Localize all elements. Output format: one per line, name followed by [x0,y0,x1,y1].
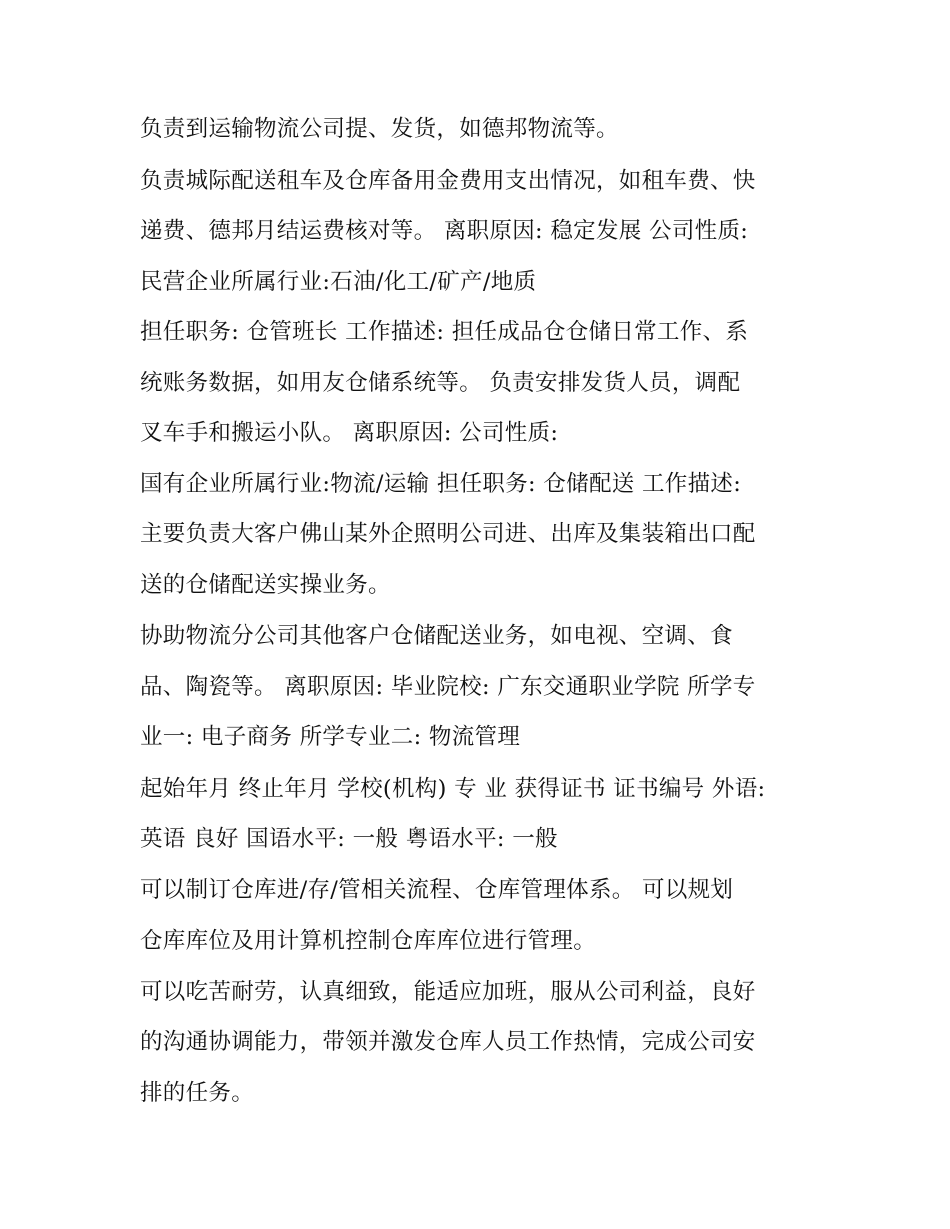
text-line: 叉车手和搬运小队。 离职原因: 公司性质: [140,420,559,446]
text-line: 负责到运输物流公司提、发货，如德邦物流等。 [140,116,619,142]
text-line: 起始年月 终止年月 学校(机构) 专 业 获得证书 证书编号 外语: [140,776,766,802]
text-line: 主要负责大客户佛山某外企照明公司进、出库及集装箱出口配 [140,521,756,547]
text-line: 民营企业所属行业:石油/化工/矿产/地质 [140,269,537,295]
text-line: 协助物流分公司其他客户仓储配送业务，如电视、空调、食 [140,623,733,649]
text-line: 品、陶瓷等。 离职原因: 毕业院校: 广东交通职业学院 所学专 [140,674,756,700]
text-line: 统账务数据，如用友仓储系统等。 负责安排发货人员，调配 [140,370,741,396]
text-line: 送的仓储配送实操业务。 [140,572,391,598]
text-line: 负责城际配送租车及仓库备用金费用支出情况，如租车费、快 [140,168,756,194]
text-line: 国有企业所属行业:物流/运输 担任职务: 仓储配送 工作描述: [140,471,742,497]
text-line: 递费、德邦月结运费核对等。 离职原因: 稳定发展 公司性质: [140,218,749,244]
text-line: 的沟通协调能力，带领并激发仓库人员工作热情，完成公司安 [140,1029,756,1055]
text-line: 可以吃苦耐劳，认真细致，能适应加班，服从公司利益，良好 [140,979,756,1005]
text-line: 担任职务: 仓管班长 工作描述: 担任成品仓仓储日常工作、系 [140,319,749,345]
text-line: 可以制订仓库进/存/管相关流程、仓库管理体系。 可以规划 [140,877,734,903]
text-line: 仓库库位及用计算机控制仓库库位进行管理。 [140,928,597,954]
text-line: 英语 良好 国语水平: 一般 粤语水平: 一般 [140,826,558,852]
text-line: 业一: 电子商务 所学专业二: 物流管理 [140,724,521,750]
text-line: 排的任务。 [140,1080,255,1106]
